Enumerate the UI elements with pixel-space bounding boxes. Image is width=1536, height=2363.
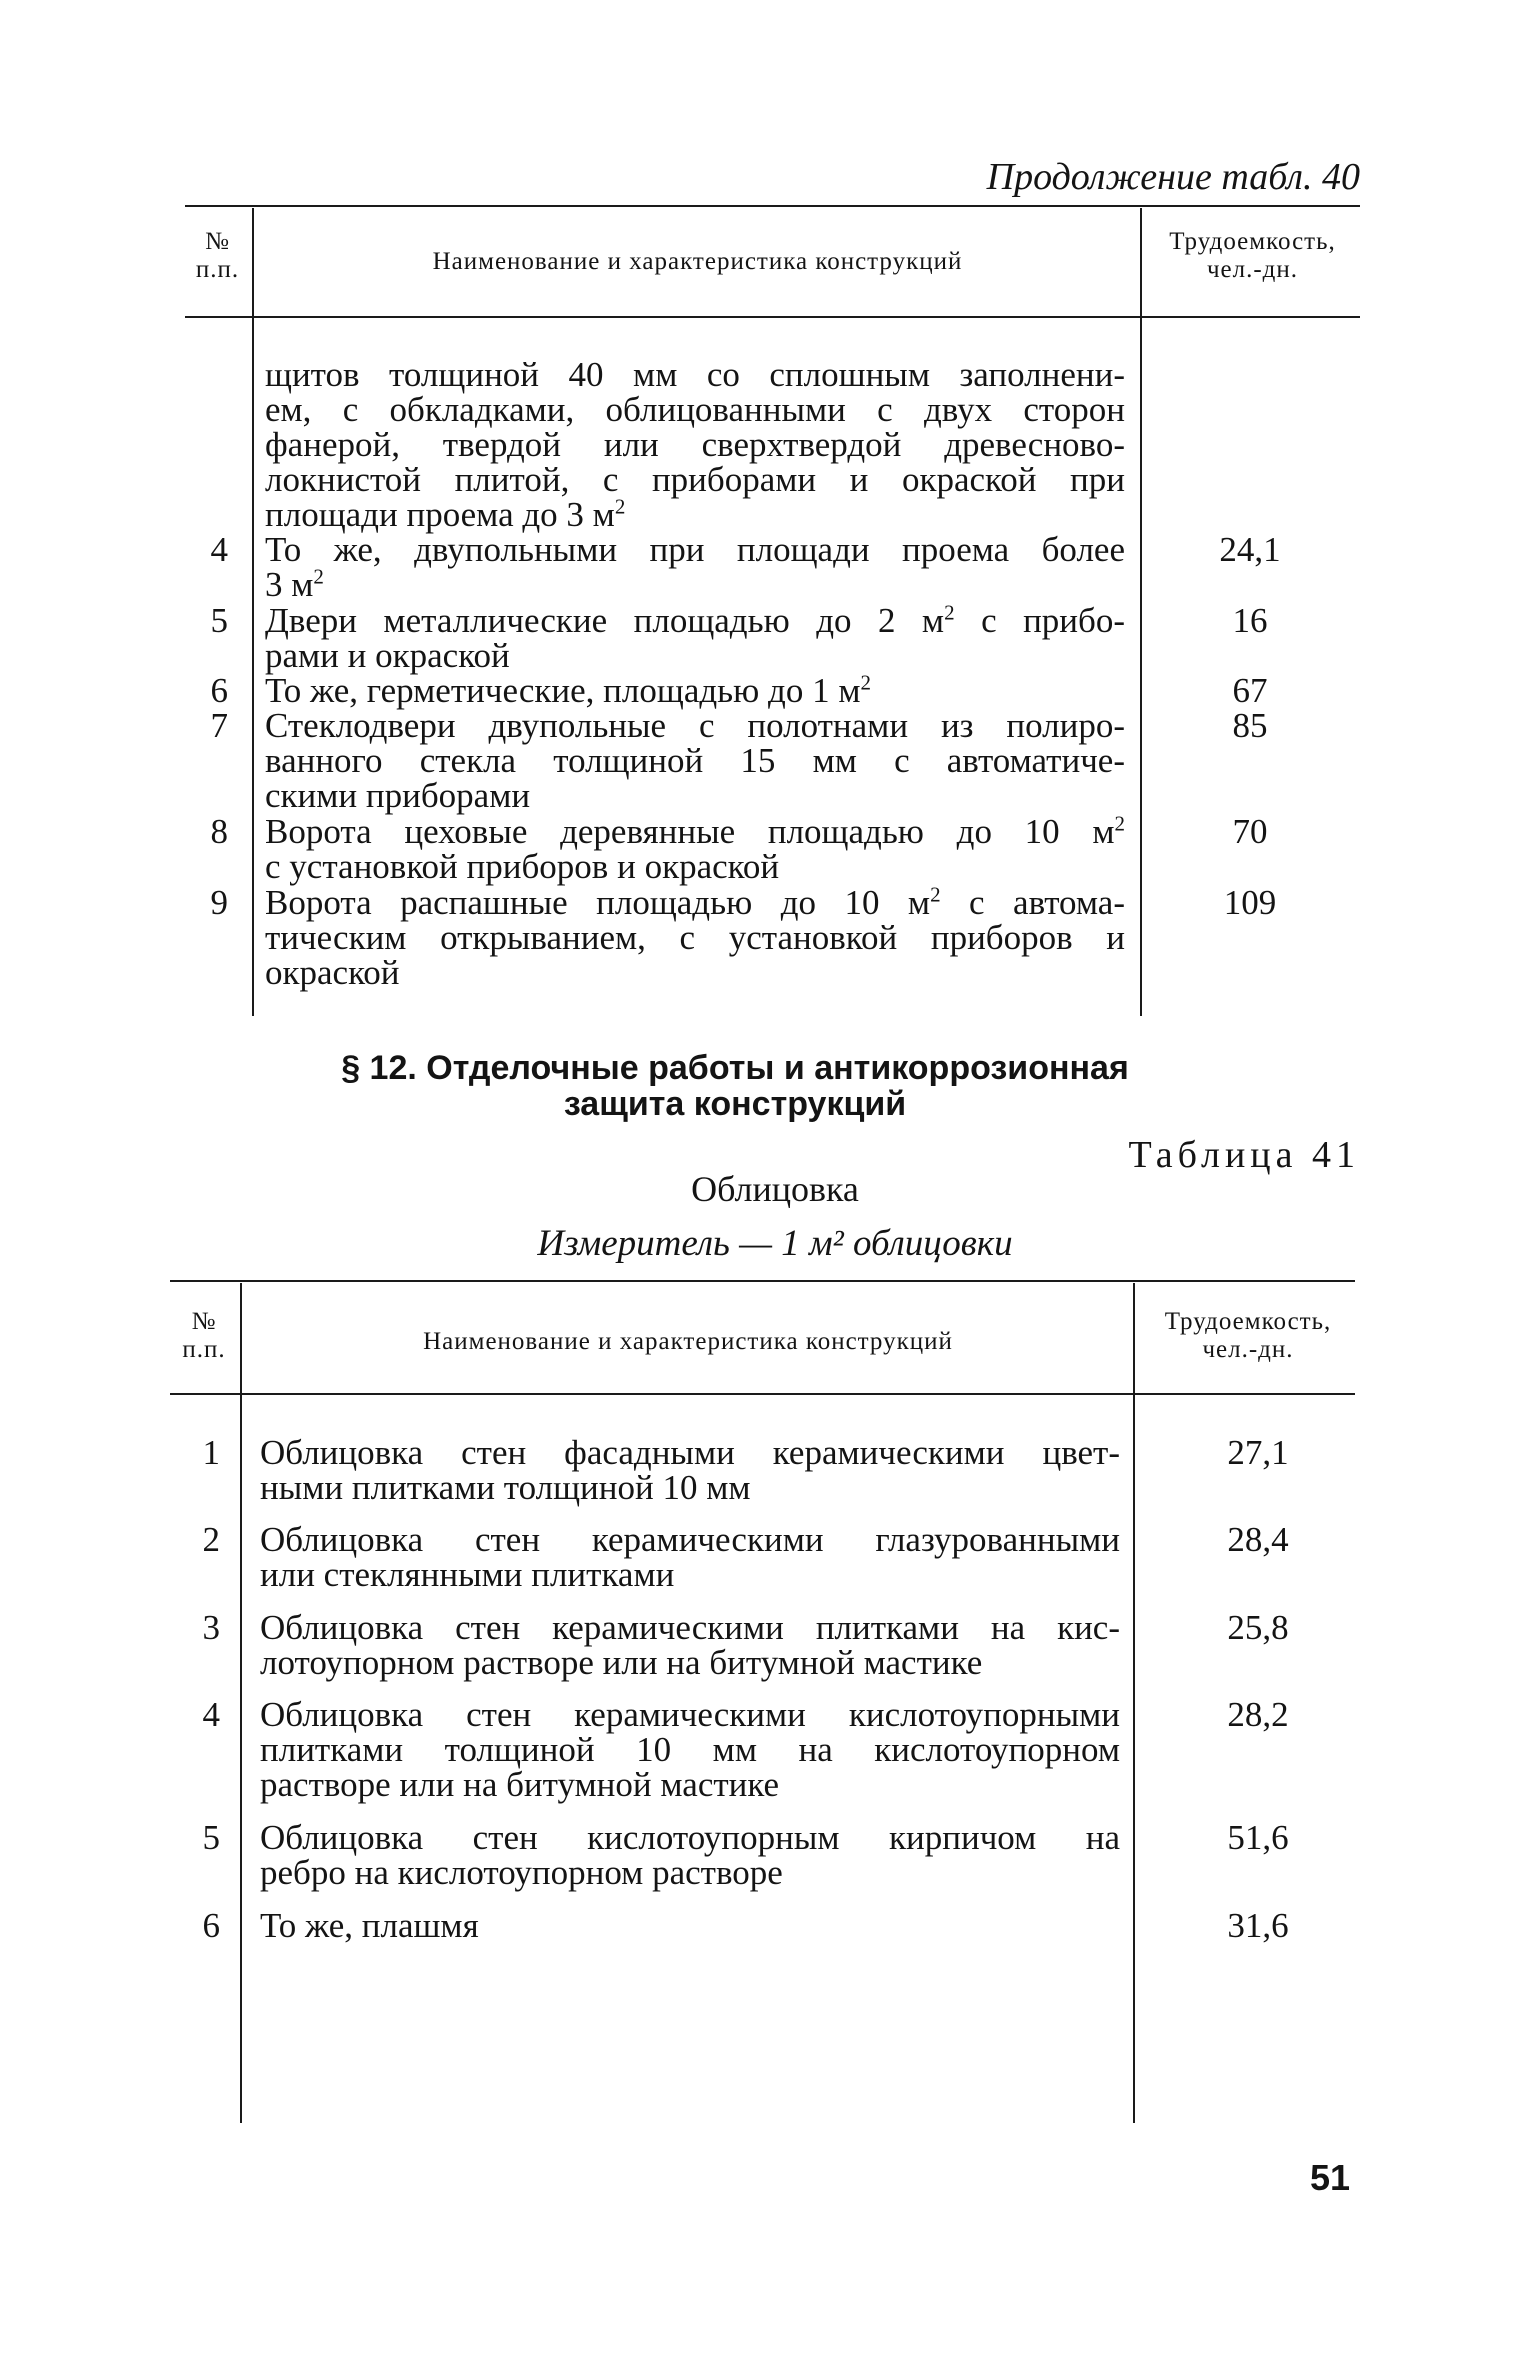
top-table-col-divider-2 bbox=[1140, 208, 1142, 1016]
bottom-row-text-line: Облицовка стен керамическими кислотоупорными bbox=[260, 1695, 1120, 1734]
top-row-value: 16 bbox=[1232, 601, 1268, 640]
bottom-row-value: 31,6 bbox=[1227, 1906, 1289, 1945]
top-row-text-line: площади проема до 3 $м^2$ bbox=[265, 494, 626, 534]
top-row-num: 6 bbox=[210, 671, 228, 710]
top-row-text-line: окраской bbox=[265, 953, 400, 992]
bottom-row-text-line: Облицовка стен кислотоупорным кирпичом на bbox=[260, 1818, 1120, 1857]
top-row-text bbox=[265, 882, 1125, 992]
bottom-header-num: № п.п. bbox=[182, 1308, 226, 1363]
bottom-table-col-divider-2 bbox=[1133, 1283, 1135, 2123]
top-header-labor: Трудоемкость, чел.-дн. bbox=[1169, 228, 1336, 283]
bottom-table-col-divider-1 bbox=[240, 1283, 242, 2123]
section-title-line-2: защита конструкций bbox=[563, 1085, 907, 1123]
bottom-row-text bbox=[260, 1908, 1120, 1943]
top-row-value: 85 bbox=[1232, 706, 1268, 745]
top-row-text-line: То же, двупольными при площади проема более bbox=[265, 530, 1125, 569]
top-row-value: 70 bbox=[1232, 812, 1268, 851]
measure-caption: Измеритель — 1 м² облицовки bbox=[537, 1223, 1013, 1264]
top-row-text bbox=[265, 811, 1125, 886]
top-row-text-line: ванного стекла толщиной 15 мм с автоматиче- bbox=[265, 741, 1125, 780]
bottom-row-text-line: растворе или на битумной мастике bbox=[260, 1765, 780, 1804]
top-row-text-line: скими приборами bbox=[265, 776, 531, 815]
bottom-row-num: 3 bbox=[202, 1608, 220, 1647]
bottom-row-text bbox=[260, 1610, 1120, 1680]
bottom-row-value: 25,8 bbox=[1227, 1608, 1289, 1647]
top-row-text-line: рами и окраской bbox=[265, 636, 510, 675]
top-row-value: 109 bbox=[1223, 883, 1277, 922]
bottom-table-rule-top bbox=[170, 1280, 1355, 1282]
top-row-text-line: тическим открыванием, с установкой приборов и bbox=[265, 918, 1125, 957]
section-title-line-1: § 12. Отделочные работы и антикоррозионная bbox=[341, 1049, 1129, 1087]
bottom-row-text-line: ными плитками толщиной 10 мм bbox=[260, 1468, 751, 1507]
table-label: Таблица 41 bbox=[1128, 1134, 1360, 1176]
table-subtitle: Облицовка bbox=[691, 1169, 859, 1209]
bottom-row-num: 4 bbox=[202, 1695, 220, 1734]
bottom-row-value: 28,2 bbox=[1227, 1695, 1289, 1734]
top-row-text-line: Стеклодвери двупольные с полотнами из полиро- bbox=[265, 706, 1125, 745]
top-row-value: 24,1 bbox=[1219, 530, 1281, 569]
bottom-table-rule-header bbox=[170, 1393, 1355, 1395]
top-row-text bbox=[265, 357, 1125, 532]
top-row-num: 5 bbox=[210, 601, 228, 640]
top-table-rule-header bbox=[185, 316, 1360, 318]
bottom-row-text-line: То же, плашмя bbox=[260, 1906, 479, 1945]
top-row-text-line: Ворота цеховые деревянные площадью до 10 $м^2$ bbox=[265, 811, 1125, 851]
bottom-row-value: 28,4 bbox=[1227, 1520, 1289, 1559]
bottom-row-num: 6 bbox=[202, 1906, 220, 1945]
top-row-value: 67 bbox=[1232, 671, 1268, 710]
top-row-text bbox=[265, 600, 1125, 675]
top-row-text-line: щитов толщиной 40 мм со сплошным заполнени- bbox=[265, 355, 1125, 394]
bottom-row-text-line: Облицовка стен керамическими плитками на кис- bbox=[260, 1608, 1120, 1647]
top-row-num: 8 bbox=[210, 812, 228, 851]
top-header-name: Наименование и характеристика конструкций bbox=[432, 248, 963, 275]
top-row-text-line: Ворота распашные площадью до 10 $м^2$ с автома- bbox=[265, 882, 1125, 922]
top-row-num: 4 bbox=[210, 530, 228, 569]
bottom-row-text bbox=[260, 1522, 1120, 1592]
top-row-text bbox=[265, 708, 1125, 813]
bottom-row-text-line: Облицовка стен керамическими глазурованными bbox=[260, 1520, 1120, 1559]
bottom-header-name: Наименование и характеристика конструкций bbox=[423, 1328, 953, 1355]
top-row-num: 7 bbox=[210, 706, 228, 745]
top-row-text bbox=[265, 670, 1125, 710]
page-number: 51 bbox=[1309, 2157, 1350, 2198]
bottom-row-text-line: лотоупорном растворе или на битумной мастике bbox=[260, 1643, 983, 1682]
top-row-num: 9 bbox=[210, 883, 228, 922]
top-row-text-line: Двери металлические площадью до 2 $м^2$ с прибо- bbox=[265, 600, 1125, 640]
bottom-row-text-line: Облицовка стен фасадными керамическими цвет- bbox=[260, 1433, 1120, 1472]
bottom-row-text bbox=[260, 1435, 1120, 1505]
bottom-row-text bbox=[260, 1820, 1120, 1890]
bottom-row-num: 5 bbox=[202, 1818, 220, 1857]
top-table-col-divider-1 bbox=[252, 208, 254, 1016]
top-row-text-line: То же, герметические, площадью до 1 $м^2$ bbox=[265, 670, 871, 710]
bottom-row-num: 1 bbox=[202, 1433, 220, 1472]
bottom-row-text bbox=[260, 1697, 1120, 1802]
top-row-text-line: 3 $м^2$ bbox=[265, 564, 324, 604]
top-row-text-line: ем, с обкладками, облицованными с двух сторон bbox=[265, 390, 1125, 429]
bottom-row-text-line: плитками толщиной 10 мм на кислотоупорном bbox=[260, 1730, 1120, 1769]
bottom-row-value: 51,6 bbox=[1227, 1818, 1289, 1857]
top-header-num: № п.п. bbox=[195, 228, 240, 283]
top-row-text-line: с установкой приборов и окраской bbox=[265, 847, 780, 886]
continuation-caption: Продолжение табл. 40 bbox=[986, 156, 1360, 198]
top-table-rule-top bbox=[185, 205, 1360, 207]
bottom-row-value: 27,1 bbox=[1227, 1433, 1289, 1472]
bottom-row-text-line: или стеклянными плитками bbox=[260, 1555, 675, 1594]
bottom-row-text-line: ребро на кислотоупорном растворе bbox=[260, 1853, 783, 1892]
top-row-text-line: фанерой, твердой или сверхтвердой древесново- bbox=[265, 425, 1125, 464]
top-row-text bbox=[265, 532, 1125, 602]
bottom-header-labor: Трудоемкость, чел.-дн. bbox=[1164, 1308, 1332, 1363]
bottom-row-num: 2 bbox=[202, 1520, 220, 1559]
section-title bbox=[250, 1050, 1220, 1122]
top-row-text-line: локнистой плитой, с приборами и окраской при bbox=[265, 460, 1125, 499]
